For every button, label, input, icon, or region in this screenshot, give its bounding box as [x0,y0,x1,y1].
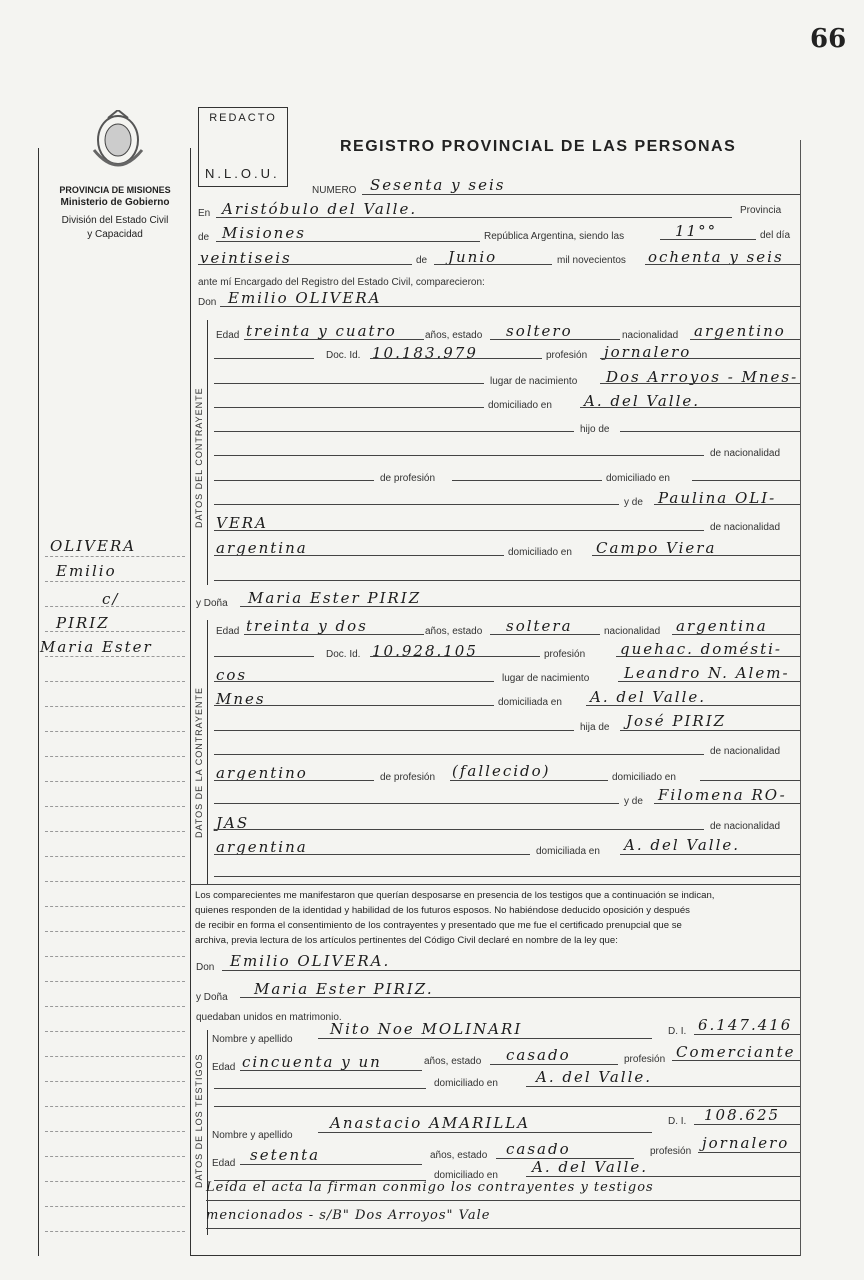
novia-padre-nacionalidad: argentino [216,764,308,782]
testigos-bracket [207,1030,208,1235]
label-republica: República Argentina, siendo las [484,231,625,242]
margin-line [45,931,185,932]
novia-madre-domicilio: A. del Valle. [624,836,741,854]
label-di: D. I. [668,1026,687,1037]
side-label-testigos: DATOS DE LOS TESTIGOS [194,1053,204,1188]
label-profesion: profesión [650,1146,692,1157]
margin-line [45,806,185,807]
acta-mes: Junio [448,248,498,266]
document-title: REGISTRO PROVINCIAL DE LAS PERSONAS [340,138,737,155]
field-line [698,1152,800,1153]
field-line [214,1088,426,1089]
field-line [214,876,800,877]
label-anos-estado: años, estado [424,1056,482,1067]
field-line [654,803,800,804]
novio-madre-domicilio: Campo Viera [596,539,717,557]
margin-line [45,631,185,632]
margin-line [45,781,185,782]
margin-line [45,756,185,757]
margin-line [45,906,185,907]
testigo2-edad: setenta [250,1146,321,1164]
margin-line [45,981,185,982]
label-y-de: y de [624,497,643,508]
division-line-2: y Capacidad [87,229,143,240]
field-line [362,194,800,195]
field-line [620,854,800,855]
label-de-mes: de [416,255,428,266]
ministry-name: Ministerio de Gobierno [60,197,170,208]
novia-nacionalidad: argentina [676,617,768,635]
field-line [222,970,800,971]
novio-estado: soltero [506,322,573,340]
novio-nacionalidad: argentino [694,322,786,340]
field-line [214,705,494,706]
label-de-profesion: de profesión [380,473,436,484]
label-nacionalidad: nacionalidad [604,626,661,637]
margin-note-line: c/ [102,590,120,608]
field-line [620,730,800,731]
label-profesion: profesión [546,350,588,361]
field-line [214,555,504,556]
margin-line [45,556,185,557]
novia-domicilio: A. del Valle. [590,688,707,706]
field-line [198,264,412,265]
margin-line [45,706,185,707]
field-line [214,358,314,359]
novia-bracket [207,620,208,885]
testigo1-edad: cincuenta y un [242,1053,382,1071]
novia-estado: soltera [506,617,573,635]
novia-madre-nacionalidad: argentina [216,838,308,856]
field-line [370,358,542,359]
label-don: Don [198,297,217,308]
label-domiciliado: domiciliado en [434,1170,498,1181]
field-line [600,383,800,384]
field-line [700,780,800,781]
novio-madre-nacionalidad: argentina [216,539,308,557]
label-edad: Edad [216,330,240,341]
field-line [694,1124,800,1125]
margin-line [45,1206,185,1207]
field-line [370,656,540,657]
label-de-nacionalidad: de nacionalidad [710,746,781,757]
field-line [526,1176,800,1177]
field-line [690,339,800,340]
testigo2-nombre: Anastacio AMARILLA [330,1114,531,1132]
field-line [240,1070,422,1071]
margin-line [45,1031,185,1032]
field-line [214,730,574,731]
declaration-line: quienes responden de la identidad y habilidad de los futuros esposos. No habiéndose deducido oposición y después [195,905,690,916]
field-line [692,480,800,481]
label-domiciliado: domiciliado en [606,473,670,484]
field-line [645,264,800,265]
novio-madre: Paulina OLI- [658,489,777,507]
label-de-nacionalidad: de nacionalidad [710,448,781,459]
acta-provincia: Misiones [222,224,306,242]
field-line [452,480,602,481]
novio-profesion: jornalero [604,343,692,361]
label-en: En [198,208,211,219]
field-line [214,681,494,682]
bottom-border [190,1255,800,1256]
novio-edad: treinta y cuatro [246,322,397,340]
testigo1-domicilio: A. del Valle. [536,1068,653,1086]
novia-nombre: Maria Ester PIRIZ [248,589,422,607]
margin-line [45,606,185,607]
label-nombre-apellido: Nombre y apellido [212,1130,293,1141]
declaration-line: Los comparecientes me manifestaron que querían desposarse en presencia de los testigos que a continuación se indican, [195,890,715,901]
margin-note-line: Emilio [56,562,117,580]
testigo2-profesion: jornalero [702,1134,790,1152]
margin-line [45,881,185,882]
label-doc: Doc. Id. [326,350,361,361]
label-don: Don [196,962,215,973]
field-line [318,1132,652,1133]
coat-of-arms-icon [88,110,148,178]
novia-padre: José PIRIZ [626,712,727,730]
novia-profesion: quehac. domésti- [620,640,783,658]
margin-line [45,731,185,732]
field-line [216,241,480,242]
declaration-line: de recibir en forma el consentimiento de los contrayentes y presentado que me fue el certificado prenupcial que se [195,920,682,931]
label-domiciliada: domiciliado en [612,772,676,783]
testigo2-di: 108.625 [704,1106,781,1124]
left-border [38,148,39,1256]
novia-edad: treinta y dos [246,617,368,635]
label-lugar-nacimiento: lugar de nacimiento [502,673,590,684]
label-doc: Doc. Id. [326,649,361,660]
stamp-code: N.L.O.U. [205,166,280,181]
label-domiciliada: domiciliada en [498,697,562,708]
field-line [214,480,374,481]
novio-domicilio: A. del Valle. [584,392,701,410]
margin-line [45,1106,185,1107]
testigo2-estado: casado [506,1140,571,1158]
field-line [240,1164,422,1165]
side-label-contrayente-f: DATOS DE LA CONTRAYENTE [194,686,204,838]
label-dona: y Doña [196,598,228,609]
field-line [214,407,484,408]
cierre-line: mencionados - s/B" Dos Arroyos" Vale [206,1208,491,1223]
declaracion-don: Emilio OLIVERA. [230,952,391,970]
margin-note-line: Maria Ester [40,638,153,656]
field-line [672,1060,800,1061]
redacto-stamp [198,107,288,187]
label-anos-estado: años, estado [425,330,483,341]
label-de-nacionalidad: de nacionalidad [710,821,781,832]
label-nacionalidad: nacionalidad [622,330,679,341]
margin-line [45,656,185,657]
margin-line [45,1156,185,1157]
label-domiciliado: domiciliado en [488,400,552,411]
field-line [216,217,732,218]
field-line [490,339,620,340]
field-line [214,656,314,657]
label-di: D. I. [668,1116,687,1127]
label-anos-estado: años, estado [430,1150,488,1161]
novia-nacimiento-cont: Mnes [216,690,266,708]
acta-dia: veintiseis [200,249,292,267]
testigo1-nombre: Nito Noe MOLINARI [330,1020,523,1038]
novio-doc: 10.183.979 [372,344,478,362]
field-line [672,634,800,635]
field-line [240,997,800,998]
field-line [214,854,530,855]
field-line [490,1064,618,1065]
field-line [654,504,800,505]
field-line [214,530,704,531]
field-line [214,580,800,581]
label-hija-de: hija de [580,722,610,733]
novia-madre-cont: JAS [216,814,250,832]
label-hijo-de: hijo de [580,424,610,435]
field-line [434,264,552,265]
label-domiciliado: domiciliado en [508,547,572,558]
novio-nombre: Emilio OLIVERA [228,289,382,307]
acta-numero: Sesenta y seis [370,176,506,194]
field-line [240,606,800,607]
field-line [214,780,374,781]
field-line [490,634,600,635]
margin-line [45,1231,185,1232]
field-line [206,1228,800,1229]
label-ante: ante mí Encargado del Registro del Estado Civil, comparecieron: [198,277,485,288]
testigo1-estado: casado [506,1046,571,1064]
field-line [526,1086,800,1087]
label-edad: Edad [212,1158,236,1169]
field-line [318,1038,652,1039]
label-edad: Edad [212,1062,236,1073]
field-line [214,803,619,804]
field-line [616,656,800,657]
field-line [586,705,800,706]
label-edad: Edad [216,626,240,637]
declaration-paragraph [195,888,805,948]
field-line [600,358,800,359]
novia-madre: Filomena RO- [658,786,787,804]
label-quedaban: quedaban unidos en matrimonio. [196,1012,342,1023]
label-lugar-nacimiento: lugar de nacimiento [490,376,578,387]
acta-anio: ochenta y seis [648,248,784,266]
margin-line [45,681,185,682]
margin-note-line: PIRIZ [56,614,110,632]
field-line [592,555,800,556]
testigo1-di: 6.147.416 [698,1016,793,1034]
margin-line [45,1081,185,1082]
field-line [660,239,756,240]
label-profesion: profesión [624,1054,666,1065]
right-border [800,140,801,1256]
division-line-1: División del Estado Civil [61,215,169,226]
label-numero: NUMERO [312,185,357,196]
label-de: de [198,232,210,243]
field-line [214,455,704,456]
field-line [214,504,619,505]
label-mil: mil novecientos [557,255,626,266]
testigo2-domicilio: A. del Valle. [532,1158,649,1176]
field-line [620,431,800,432]
novia-profesion-cont: cos [216,666,248,684]
column-divider [190,148,191,1256]
field-line [214,431,574,432]
label-de-profesion: de profesión [380,772,436,783]
label-anos-estado: años, estado [425,626,483,637]
margin-line [45,581,185,582]
field-line [220,306,800,307]
label-domiciliado: domiciliado en [434,1078,498,1089]
field-line [694,1034,800,1035]
novia-padre-profesion: (fallecido) [452,762,551,780]
margin-line [45,956,185,957]
margin-line [45,1131,185,1132]
margin-line [45,831,185,832]
field-line [580,407,800,408]
acta-lugar: Aristóbulo del Valle. [222,200,418,218]
label-y-de: y de [624,796,643,807]
novio-madre-cont: VERA [216,514,268,532]
label-de-nacionalidad: de nacionalidad [710,522,781,533]
field-line [206,1200,800,1201]
field-line [214,829,704,830]
novio-bracket [207,320,208,585]
margin-note-line: OLIVERA [50,537,137,555]
field-line [214,754,704,755]
field-line [618,681,800,682]
field-line [450,780,608,781]
stamp-title: REDACTO [209,112,277,124]
novia-nacimiento: Leandro N. Alem- [624,664,790,682]
label-dona: y Doña [196,992,228,1003]
novia-doc: 10.928.105 [372,642,478,660]
page-number: 66 [810,24,847,54]
margin-line [45,1006,185,1007]
field-line [244,339,424,340]
section-divider [190,884,800,885]
declaration-line: archiva, previa lectura de los artículos pertinentes del Código Civil declaré en nombre de la ley que: [195,935,618,946]
field-line [214,383,484,384]
label-profesion: profesión [544,649,586,660]
province-name: PROVINCIA DE MISIONES [59,185,171,195]
declaracion-dona: Maria Ester PIRIZ. [254,980,434,998]
acta-hora: 11°° [675,222,718,240]
label-del-dia: del día [760,230,791,241]
margin-line [45,856,185,857]
label-domiciliada: domiciliada en [536,846,600,857]
testigo1-profesion: Comerciante [676,1043,796,1061]
margin-line [45,1056,185,1057]
label-provincia: Provincia [740,205,782,216]
cierre-line: Leída el acta la firman conmigo los contrayentes y testigos [206,1180,654,1195]
label-nombre-apellido: Nombre y apellido [212,1034,293,1045]
margin-line [45,1181,185,1182]
novio-nacimiento: Dos Arroyos - Mnes- [606,368,799,386]
side-label-contrayente: DATOS DEL CONTRAYENTE [194,387,204,528]
field-line [244,634,424,635]
